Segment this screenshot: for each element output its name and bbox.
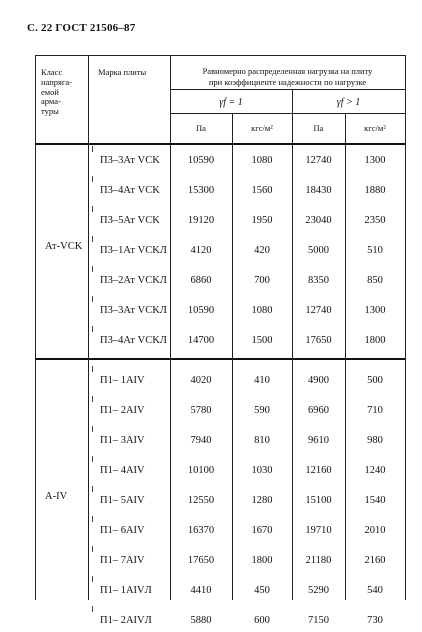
value-pa-gamma-gt1: 12160 — [305, 465, 332, 476]
row-tick — [92, 296, 93, 302]
row-tick — [92, 266, 93, 272]
value-pa-gamma1: 14700 — [187, 335, 215, 346]
mark-cell: П1– 3AIV — [100, 435, 145, 446]
header-top-line — [35, 55, 405, 56]
unit-pa-2: Па — [313, 123, 324, 133]
column-line — [35, 55, 36, 600]
value-pa-gamma1: 4120 — [190, 245, 212, 256]
value-pa-gamma1: 12550 — [187, 495, 215, 506]
value-kgs-gamma1: 1280 — [251, 495, 273, 506]
value-pa-gamma1: 4020 — [190, 375, 212, 386]
value-pa-gamma1: 10590 — [187, 305, 215, 316]
mark-cell: П3–4Ат VCK — [100, 185, 160, 196]
value-pa-gamma-gt1: 6960 — [308, 405, 329, 416]
value-kgs-gamma-gt1: 1540 — [364, 495, 386, 506]
row-separator — [170, 173, 405, 174]
row-separator — [170, 393, 405, 394]
column-line — [345, 113, 346, 600]
mark-cell: П1– 1AIV — [100, 375, 145, 386]
value-pa-gamma-gt1: 21180 — [305, 555, 332, 566]
row-separator — [170, 293, 405, 294]
row-tick — [92, 206, 93, 212]
unit-kgs-2: кгс/м² — [364, 123, 386, 133]
class-header-line: арма- — [41, 96, 61, 107]
row-tick — [92, 426, 93, 432]
value-kgs-gamma1: 1080 — [251, 155, 273, 166]
row-separator — [170, 453, 405, 454]
value-kgs-gamma-gt1: 980 — [367, 435, 383, 446]
value-kgs-gamma-gt1: 510 — [367, 245, 383, 256]
value-kgs-gamma1: 1500 — [251, 335, 273, 346]
mark-cell: П1– 2AIV — [100, 405, 145, 416]
unit-pa-1: Па — [196, 123, 206, 133]
row-separator — [170, 323, 405, 324]
value-pa-gamma1: 7940 — [190, 435, 212, 446]
value-pa-gamma-gt1: 15100 — [305, 495, 332, 506]
value-kgs-gamma1: 410 — [254, 375, 270, 386]
class-cell: Ат-VCK — [45, 241, 83, 252]
value-kgs-gamma1: 1030 — [251, 465, 273, 476]
group-separator — [35, 358, 405, 360]
column-line — [405, 55, 406, 600]
mark-cell: П3–1Ат VCKЛ — [100, 245, 167, 256]
value-kgs-gamma-gt1: 1300 — [364, 155, 386, 166]
row-tick — [92, 516, 93, 522]
value-kgs-gamma1: 810 — [254, 435, 270, 446]
value-kgs-gamma1: 1800 — [251, 555, 273, 566]
row-separator — [170, 263, 405, 264]
value-kgs-gamma1: 420 — [254, 245, 270, 256]
mark-cell: П1– 1AIVЛ — [100, 585, 152, 596]
mark-cell: П3–3Ат VCK — [100, 155, 160, 166]
class-cell: A-IV — [45, 491, 68, 502]
value-kgs-gamma-gt1: 1800 — [364, 335, 386, 346]
row-tick — [92, 236, 93, 242]
value-pa-gamma-gt1: 17650 — [305, 335, 332, 346]
value-kgs-gamma-gt1: 850 — [367, 275, 383, 286]
row-separator — [170, 203, 405, 204]
row-tick — [92, 146, 93, 152]
value-pa-gamma-gt1: 12740 — [305, 305, 332, 316]
row-tick — [92, 396, 93, 402]
mark-cell: П1– 5AIV — [100, 495, 145, 506]
value-kgs-gamma1: 600 — [254, 615, 270, 626]
load-header-line-1: Равномерно распределенная нагрузка на плиту — [202, 66, 373, 76]
load-header-line-2: при коэффициенте надежности по нагрузке — [208, 77, 367, 87]
value-pa-gamma-gt1: 7150 — [308, 615, 329, 626]
value-kgs-gamma1: 1560 — [251, 185, 273, 196]
row-tick — [92, 176, 93, 182]
value-pa-gamma1: 4410 — [190, 585, 212, 596]
value-kgs-gamma-gt1: 1300 — [364, 305, 386, 316]
row-separator — [170, 573, 405, 574]
row-separator — [170, 233, 405, 234]
row-tick — [92, 456, 93, 462]
row-tick — [92, 576, 93, 582]
value-kgs-gamma-gt1: 1240 — [364, 465, 386, 476]
class-column-header — [41, 68, 89, 117]
row-tick — [92, 606, 93, 612]
mark-column-header: Марка плиты — [98, 67, 147, 77]
class-header-line: Класс — [41, 67, 63, 77]
header-unit-line — [170, 113, 405, 114]
mark-cell: П3–5Ат VCK — [100, 215, 160, 226]
column-line — [88, 55, 89, 600]
row-separator — [170, 603, 405, 604]
value-kgs-gamma-gt1: 2350 — [364, 215, 386, 226]
value-pa-gamma-gt1: 8350 — [308, 275, 329, 286]
value-pa-gamma-gt1: 12740 — [305, 155, 332, 166]
value-pa-gamma-gt1: 18430 — [305, 185, 332, 196]
gamma-eq-header: γf = 1 — [219, 97, 243, 108]
value-pa-gamma-gt1: 23040 — [305, 215, 332, 226]
row-separator — [170, 353, 405, 354]
value-kgs-gamma-gt1: 1880 — [364, 185, 386, 196]
row-tick — [92, 366, 93, 372]
value-kgs-gamma1: 590 — [254, 405, 270, 416]
value-pa-gamma1: 5880 — [190, 615, 212, 626]
value-pa-gamma-gt1: 5290 — [308, 585, 329, 596]
value-kgs-gamma-gt1: 710 — [367, 405, 383, 416]
value-pa-gamma-gt1: 4900 — [308, 375, 329, 386]
column-line — [292, 89, 293, 600]
mark-cell: П1– 4AIV — [100, 465, 145, 476]
mark-cell: П1– 6AIV — [100, 525, 145, 536]
value-pa-gamma-gt1: 5000 — [308, 245, 329, 256]
value-pa-gamma1: 17650 — [187, 555, 215, 566]
value-kgs-gamma-gt1: 2010 — [364, 525, 386, 536]
value-pa-gamma1: 19120 — [187, 215, 215, 226]
class-header-line: туры — [41, 106, 59, 117]
mark-cell: П3–4Ат VCKЛ — [100, 335, 167, 346]
value-pa-gamma1: 5780 — [190, 405, 212, 416]
value-pa-gamma1: 6860 — [190, 275, 212, 286]
header-bottom-line — [35, 143, 405, 145]
value-kgs-gamma1: 700 — [254, 275, 270, 286]
gamma-gt-header: γf > 1 — [336, 97, 361, 108]
class-header-line: напряга- — [41, 76, 73, 87]
row-separator — [170, 483, 405, 484]
mark-cell: П3–2Ат VCKЛ — [100, 275, 167, 286]
value-pa-gamma1: 10100 — [187, 465, 215, 476]
mark-cell: П3–3Ат VCKЛ — [100, 305, 167, 316]
row-tick — [92, 486, 93, 492]
value-pa-gamma1: 10590 — [187, 155, 215, 166]
class-header-line: емой — [41, 86, 59, 97]
page-header: С. 22 ГОСТ 21506–87 — [27, 22, 136, 34]
value-kgs-gamma1: 1080 — [251, 305, 273, 316]
value-kgs-gamma-gt1: 730 — [367, 615, 383, 626]
row-separator — [170, 513, 405, 514]
value-pa-gamma-gt1: 9610 — [308, 435, 329, 446]
row-tick — [92, 546, 93, 552]
value-kgs-gamma-gt1: 500 — [367, 375, 383, 386]
value-kgs-gamma-gt1: 2160 — [364, 555, 386, 566]
value-pa-gamma1: 16370 — [187, 525, 215, 536]
value-kgs-gamma1: 1950 — [251, 215, 273, 226]
mark-cell: П1– 7AIV — [100, 555, 145, 566]
unit-kgs-1: кгс/м² — [251, 123, 273, 133]
column-line — [232, 113, 233, 600]
header-gamma-line — [170, 89, 405, 90]
mark-cell: П1– 2AIVЛ — [100, 615, 152, 626]
value-kgs-gamma-gt1: 540 — [367, 585, 383, 596]
value-pa-gamma1: 15300 — [187, 185, 215, 196]
value-pa-gamma-gt1: 19710 — [305, 525, 332, 536]
column-line — [170, 55, 171, 600]
value-kgs-gamma1: 450 — [254, 585, 270, 596]
value-kgs-gamma1: 1670 — [251, 525, 273, 536]
row-tick — [92, 326, 93, 332]
row-separator — [170, 543, 405, 544]
row-separator — [170, 423, 405, 424]
